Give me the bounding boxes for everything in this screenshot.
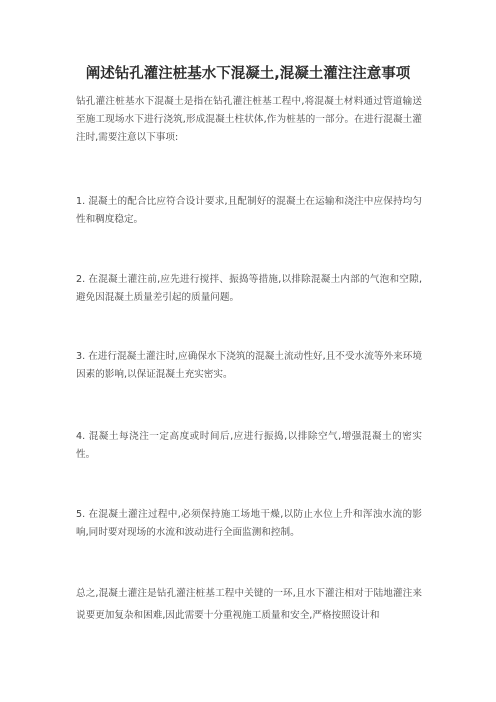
list-item: 3. 在进行混凝土灌注时,应确保水下浇筑的混凝土流动性好,且不受水流等外来环境因素的影响,以保证混凝土充实密实。 (76, 351, 422, 380)
list-item: 5. 在混凝土灌注过程中,必须保持施工场地干燥,以防止水位上升和浑浊水流的影响,同时要对现场的水流和波动进行全面监测和控制。 (76, 509, 422, 538)
list-item: 2. 在混凝土灌注前,应先进行搅拌、振捣等措施,以排除混凝土内部的气泡和空隙,避免因混凝土质量差引起的质量问题。 (76, 274, 422, 303)
conclusion-paragraph: 总之,混凝土灌注是钻孔灌注桩基工程中关键的一环,且水下灌注相对于陆地灌注来说要更加复杂和困难,因此需要十分重视施工质量和安全,严格按照设计和 (76, 588, 422, 621)
intro-paragraph: 钻孔灌注桩基水下混凝土是指在钻孔灌注桩基工程中,将混凝土材料通过管道输送至施工现场水下进行浇筑,形成混凝土柱状体,作为桩基的一部分。在进行混凝土灌注时,需要注意以下事项: (76, 96, 422, 143)
list-item: 1. 混凝土的配合比应符合设计要求,且配制好的混凝土在运输和浇注中应保持均匀性和稠度稳定。 (76, 196, 422, 225)
list-item: 4. 混凝土每浇注一定高度或时间后,应进行振捣,以排除空气,增强混凝土的密实性。 (76, 431, 422, 460)
document-title: 阐述钻孔灌注桩基水下混凝土,混凝土灌注注意事项 (85, 66, 411, 82)
